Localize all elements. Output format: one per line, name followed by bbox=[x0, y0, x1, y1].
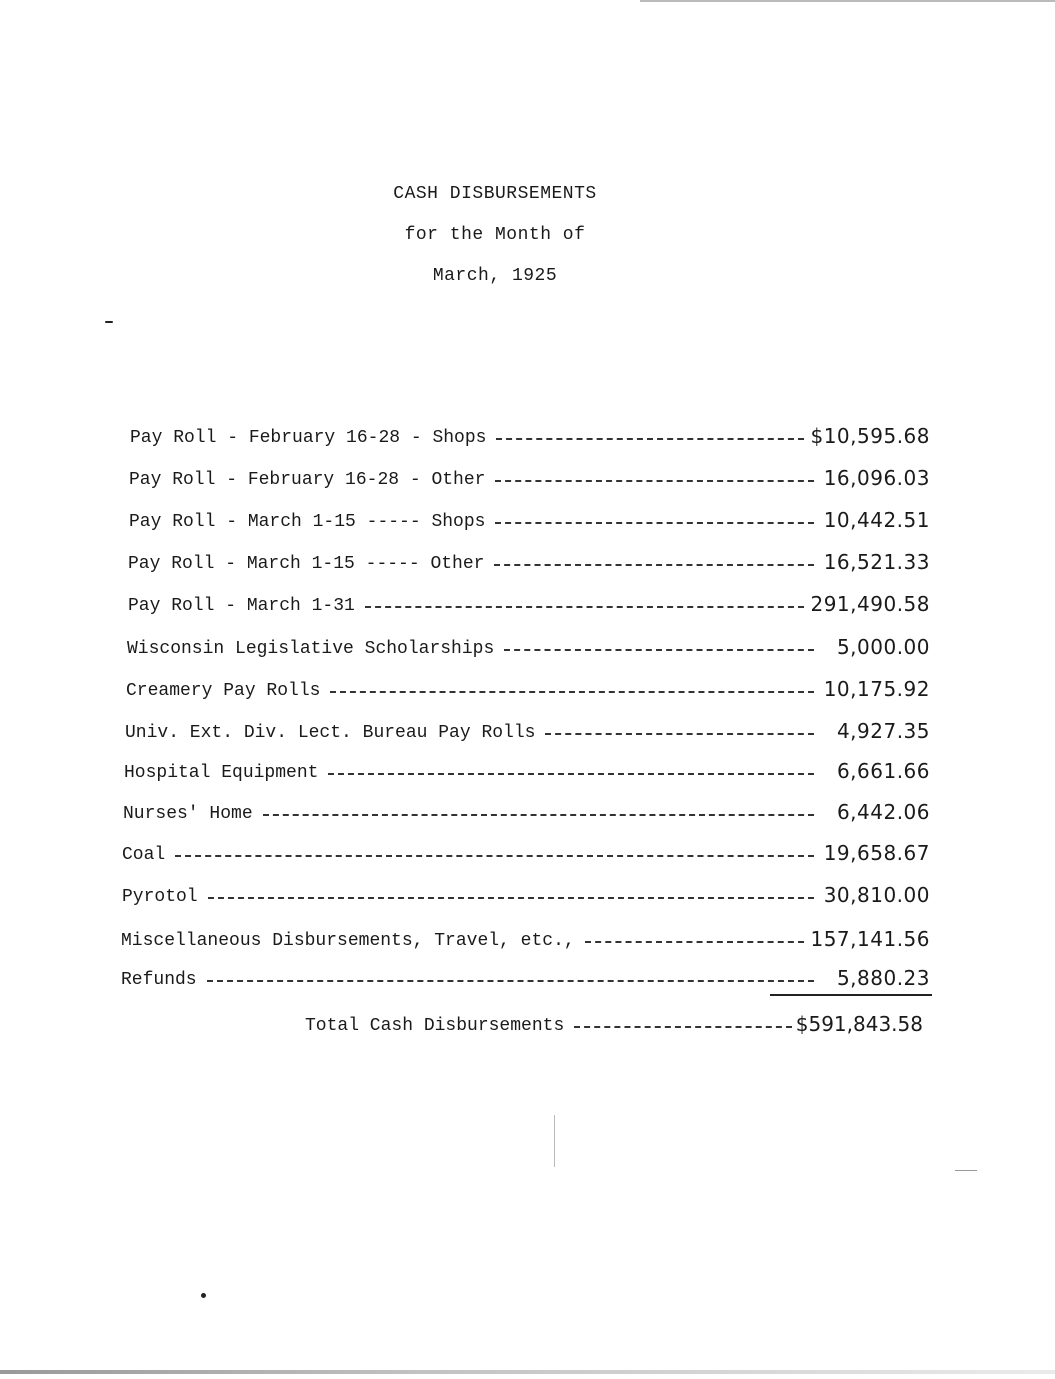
disbursement-row bbox=[126, 675, 930, 701]
row-amount: 16,096.03 bbox=[823, 466, 930, 490]
leader-dashes bbox=[330, 690, 814, 693]
row-label: Miscellaneous Disbursements, Travel, etc., bbox=[121, 931, 575, 951]
leader-dashes bbox=[328, 772, 814, 775]
document-subtitle: for the Month of bbox=[404, 225, 586, 245]
leader-dashes bbox=[494, 563, 814, 566]
row-label: Univ. Ext. Div. Lect. Bureau Pay Rolls bbox=[125, 723, 536, 743]
row-label: Hospital Equipment bbox=[124, 763, 319, 783]
leader-dashes bbox=[175, 854, 814, 857]
leader-dashes bbox=[365, 605, 805, 608]
leader-dashes bbox=[208, 896, 814, 899]
total-amount: $591,843.58 bbox=[795, 1012, 923, 1036]
document-title: CASH DISBURSEMENTS bbox=[393, 184, 597, 204]
scan-edge-bottom bbox=[0, 1370, 1055, 1374]
row-amount: 4,927.35 bbox=[836, 719, 930, 743]
row-amount: 10,175.92 bbox=[823, 677, 930, 701]
row-label: Coal bbox=[122, 845, 166, 865]
scan-speck bbox=[105, 321, 113, 323]
disbursement-row bbox=[129, 506, 930, 532]
leader-dashes bbox=[207, 979, 814, 982]
row-amount: 5,000.00 bbox=[836, 635, 930, 659]
row-label: Creamery Pay Rolls bbox=[126, 681, 321, 701]
disbursement-row bbox=[125, 717, 930, 743]
row-label: Refunds bbox=[121, 970, 197, 990]
row-amount: 291,490.58 bbox=[810, 592, 930, 616]
row-amount: 16,521.33 bbox=[823, 550, 930, 574]
row-label: Pay Roll - February 16-28 - Other bbox=[129, 470, 486, 490]
disbursement-row bbox=[123, 798, 930, 824]
row-amount: 19,658.67 bbox=[823, 841, 930, 865]
row-label: Wisconsin Legislative Scholarships bbox=[127, 639, 495, 659]
disbursement-row bbox=[130, 422, 930, 448]
row-label: Pay Roll - March 1-31 bbox=[128, 596, 355, 616]
disbursement-row bbox=[122, 881, 930, 907]
row-amount: 157,141.56 bbox=[810, 927, 930, 951]
total-row bbox=[305, 1008, 923, 1036]
row-amount: 10,442.51 bbox=[823, 508, 930, 532]
row-label: Pay Roll - February 16-28 - Shops bbox=[130, 428, 487, 448]
scan-edge-top bbox=[640, 0, 1055, 2]
disbursement-row bbox=[121, 964, 930, 990]
scan-mark bbox=[955, 1170, 977, 1171]
leader-dashes bbox=[585, 940, 805, 943]
leader-dashes bbox=[574, 1026, 792, 1028]
row-amount: 30,810.00 bbox=[823, 883, 930, 907]
row-label: Nurses' Home bbox=[123, 804, 253, 824]
leader-dashes bbox=[545, 732, 814, 735]
disbursement-row bbox=[124, 757, 930, 783]
row-amount: 6,661.66 bbox=[836, 759, 930, 783]
row-amount: 5,880.23 bbox=[836, 966, 930, 990]
document-date: March, 1925 bbox=[432, 266, 558, 286]
total-underline bbox=[770, 994, 932, 996]
disbursement-row bbox=[128, 590, 930, 616]
disbursement-row bbox=[127, 633, 930, 659]
scan-speck bbox=[201, 1293, 206, 1298]
row-label: Pyrotol bbox=[122, 887, 198, 907]
leader-dashes bbox=[504, 648, 814, 651]
disbursement-row bbox=[128, 548, 930, 574]
leader-dashes bbox=[496, 437, 804, 440]
disbursement-row bbox=[122, 839, 930, 865]
scan-mark bbox=[554, 1115, 555, 1167]
row-label: Pay Roll - March 1-15 ----- Shops bbox=[129, 512, 486, 532]
disbursement-row bbox=[121, 925, 930, 951]
leader-dashes bbox=[495, 521, 814, 524]
leader-dashes bbox=[263, 813, 814, 816]
row-label: Pay Roll - March 1-15 ----- Other bbox=[128, 554, 485, 574]
total-label: Total Cash Disbursements bbox=[305, 1016, 565, 1036]
row-amount: $10,595.68 bbox=[810, 424, 930, 448]
disbursement-row bbox=[129, 464, 930, 490]
row-amount: 6,442.06 bbox=[836, 800, 930, 824]
leader-dashes bbox=[495, 479, 814, 482]
